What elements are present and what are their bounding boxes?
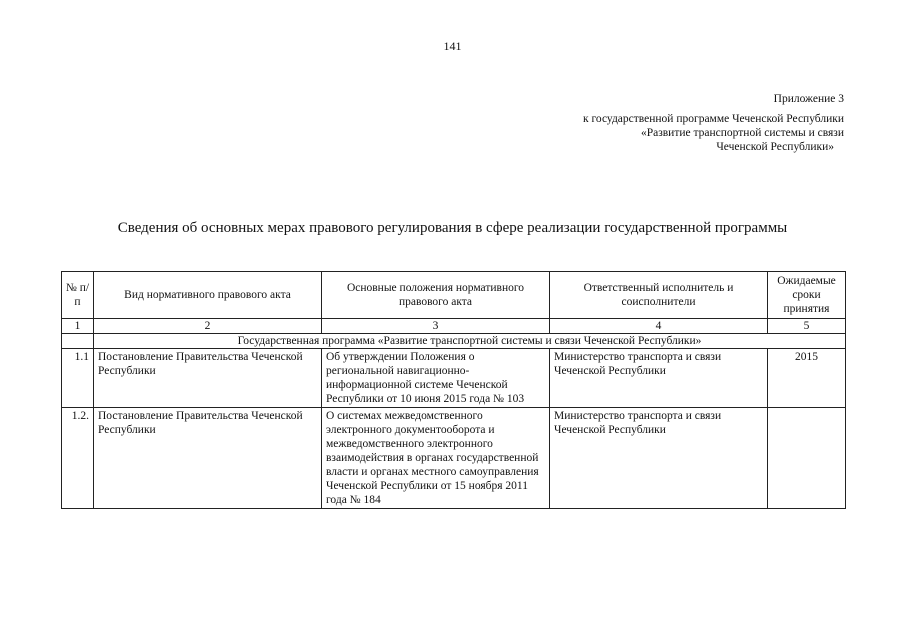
row-number: 1.1: [62, 349, 94, 408]
annex-line: к государственной программе Чеченской Республики: [583, 113, 844, 125]
column-numbers-row: [62, 319, 846, 334]
column-number: 2: [94, 319, 322, 334]
table-row: [62, 408, 846, 509]
header-executor: Ответственный исполнитель и соисполнители: [550, 272, 768, 319]
header-act-type: Вид нормативного правового акта: [94, 272, 322, 319]
document-title: Сведения об основных мерах правового регулирования в сфере реализации государственной программы: [117, 220, 788, 236]
table-header-row: [62, 272, 846, 319]
header-number: № п/п: [62, 272, 94, 319]
annex-title: Приложение 3: [773, 93, 844, 105]
column-number: 1: [62, 319, 94, 334]
row-provisions: Об утверждении Положения о региональной навигационно-информационной системе Чеченской Республики от 10 июня 2015 года № 103: [322, 349, 550, 408]
row-executor: Министерство транспорта и связи Чеченской Республики: [550, 349, 768, 408]
page-number: 141: [443, 39, 462, 53]
program-row: [62, 334, 846, 349]
annex-header: [524, 92, 844, 154]
column-number: 5: [768, 319, 846, 334]
row-provisions: О системах межведомственного электронного документооборота и межведомственного электронного взаимодействия в органах государственной власти и органах местного самоуправления Чеченской Республики от 15 ноября 2011 года № 184: [322, 408, 550, 509]
row-term: 2015: [768, 349, 846, 408]
row-number: 1.2.: [62, 408, 94, 509]
program-name: Государственная программа «Развитие транспортной системы и связи Чеченской Республики»: [94, 334, 846, 349]
column-number: 4: [550, 319, 768, 334]
annex-line: Чеченской Республики»: [716, 141, 834, 153]
header-term: Ожидаемые сроки принятия: [768, 272, 846, 319]
row-act-type: Постановление Правительства Чеченской Республики: [94, 349, 322, 408]
column-number: 3: [322, 319, 550, 334]
row-term: [768, 408, 846, 509]
header-provisions: Основные положения нормативного правового акта: [322, 272, 550, 319]
row-executor: Министерство транспорта и связи Чеченской Республики: [550, 408, 768, 509]
row-act-type: Постановление Правительства Чеченской Республики: [94, 408, 322, 509]
legal-measures-table: [61, 271, 846, 509]
table-row: [62, 349, 846, 408]
program-row-blank: [62, 334, 94, 349]
annex-line: «Развитие транспортной системы и связи: [640, 127, 844, 139]
